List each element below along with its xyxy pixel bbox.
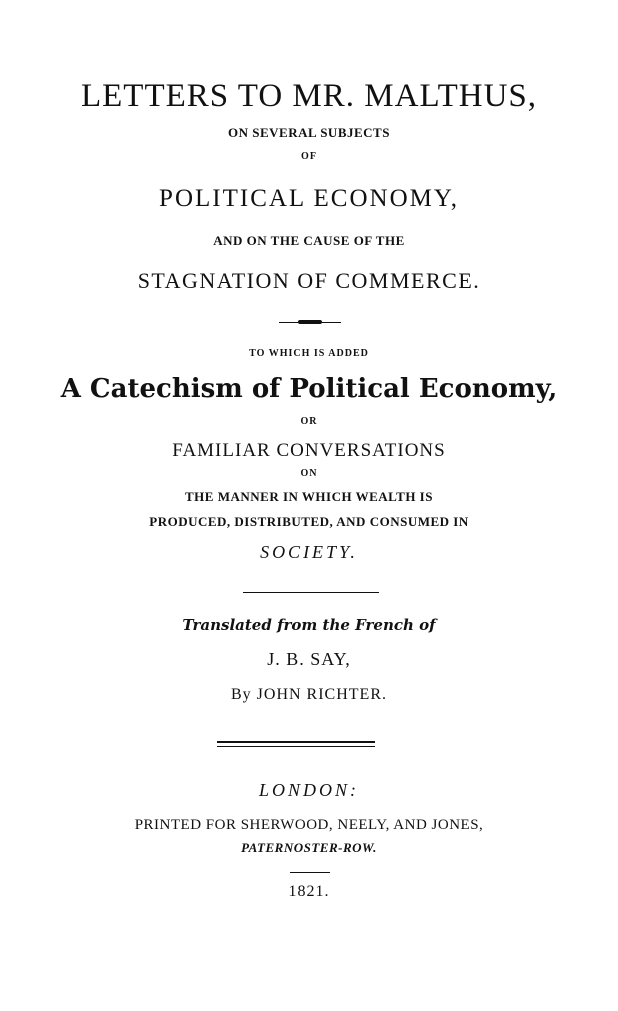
or-line: OR — [300, 416, 318, 427]
author-line: J. B. SAY, — [267, 649, 351, 669]
ornamental-rule-top-center — [298, 320, 322, 324]
society-line: SOCIETY. — [260, 542, 358, 562]
political-economy-line: POLITICAL ECONOMY, — [159, 185, 459, 212]
catechism-line: A Catechism of Political Economy, — [60, 374, 558, 404]
short-rule — [290, 872, 330, 873]
cause-line: AND ON THE CAUSE OF THE — [213, 233, 405, 248]
double-rule-bottom — [217, 746, 375, 747]
year-line: 1821. — [288, 883, 330, 900]
stagnation-line: STAGNATION OF COMMERCE. — [137, 268, 481, 293]
thin-rule — [243, 592, 379, 593]
of-line: OF — [301, 151, 317, 162]
subjects-line: ON SEVERAL SUBJECTS — [228, 125, 390, 140]
translated-line: Translated from the French of — [182, 616, 436, 634]
on-line: ON — [300, 468, 318, 479]
street-line: PATERNOSTER-ROW. — [241, 840, 377, 855]
produced-line: PRODUCED, DISTRIBUTED, AND CONSUMED IN — [149, 514, 469, 529]
added-line: TO WHICH IS ADDED — [249, 348, 369, 359]
familiar-line: FAMILIAR CONVERSATIONS — [172, 440, 446, 461]
printer-line: PRINTED FOR SHERWOOD, NEELY, AND JONES, — [134, 817, 484, 833]
manner-line: THE MANNER IN WHICH WEALTH IS — [185, 489, 433, 504]
city-line: LONDON: — [258, 780, 359, 800]
double-rule-top — [217, 741, 375, 743]
translator-line: By JOHN RICHTER. — [230, 686, 387, 703]
book-title: LETTERS TO MR. MALTHUS, — [80, 78, 538, 114]
